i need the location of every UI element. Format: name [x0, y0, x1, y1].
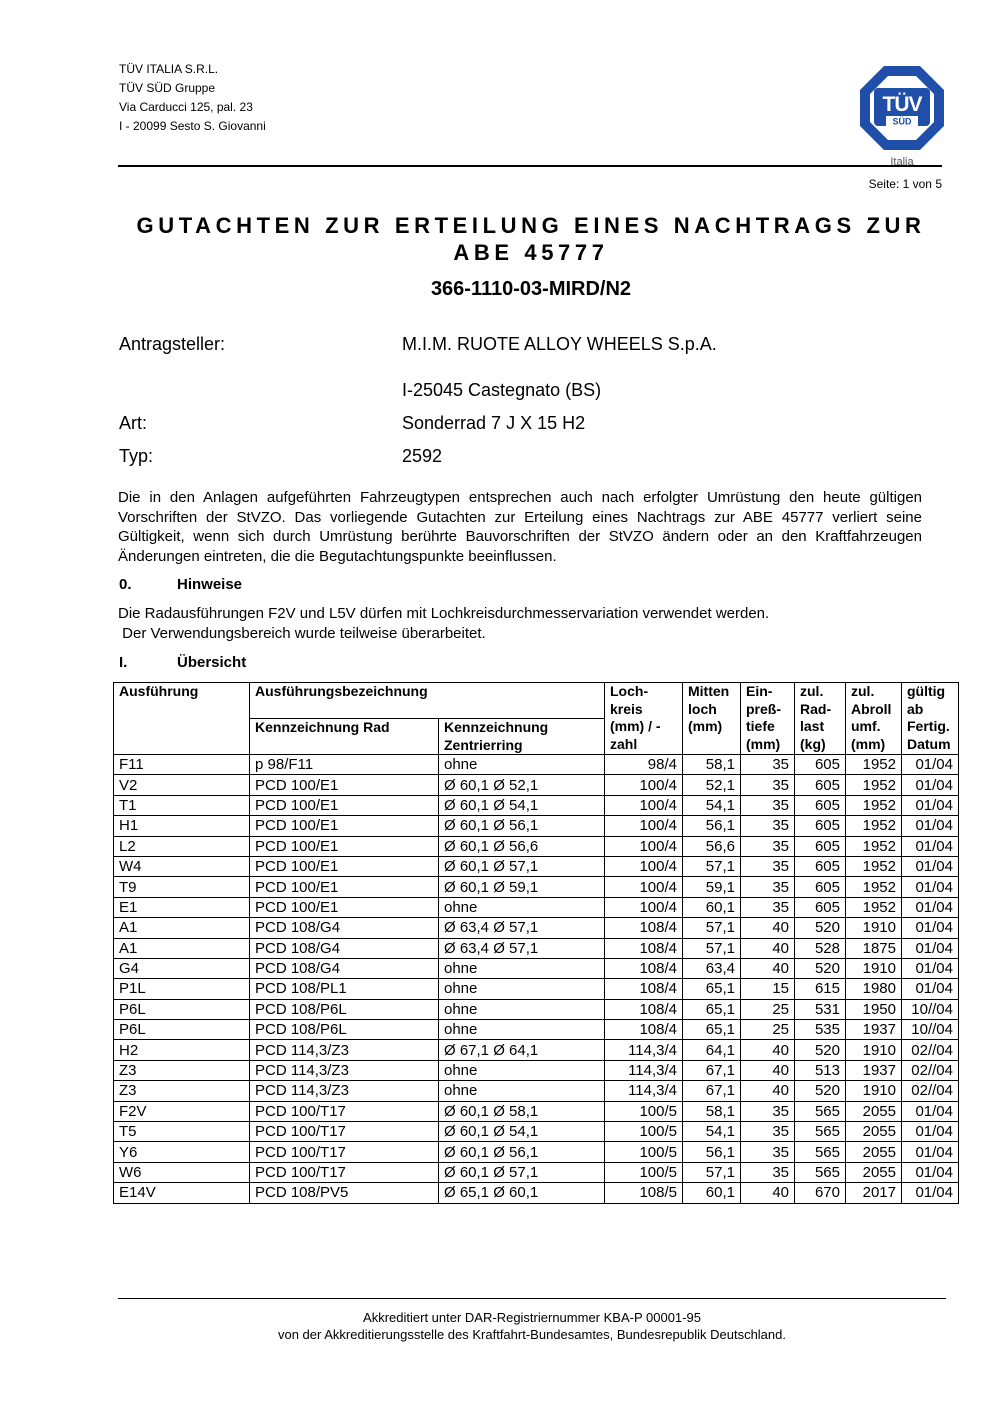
cell-ausfuehrung: T9 — [114, 877, 250, 897]
cell-lochkreis: 114,3/4 — [605, 1040, 683, 1060]
cell-radlast: 605 — [795, 775, 846, 795]
cell-gueltig: 02//04 — [902, 1040, 959, 1060]
table-row — [114, 958, 959, 978]
cell-mittenloch: 54,1 — [683, 795, 741, 815]
table-row — [114, 1020, 959, 1040]
cell-einpresstiefe: 35 — [741, 836, 795, 856]
cell-abrollumfang: 2055 — [846, 1162, 902, 1182]
cell-kennzeichnung-zentrierring: ohne — [439, 1020, 605, 1040]
footer-line-2: von der Akkreditierungsstelle des Kraftfahrt-Bundesamtes, Bundesrepublik Deutschland. — [277, 1327, 786, 1342]
table-row — [114, 856, 959, 876]
section-title: Hinweise — [177, 576, 243, 593]
cell-einpresstiefe: 35 — [741, 775, 795, 795]
address-line: TÜV SÜD Gruppe — [119, 81, 216, 95]
footer-divider — [118, 1298, 946, 1299]
cell-gueltig: 01/04 — [902, 1101, 959, 1121]
cell-kennzeichnung-zentrierring: Ø 60,1 Ø 52,1 — [439, 775, 605, 795]
cell-gueltig: 01/04 — [902, 1183, 959, 1203]
cell-gueltig: 01/04 — [902, 856, 959, 876]
cell-lochkreis: 98/4 — [605, 755, 683, 775]
cell-abrollumfang: 1952 — [846, 836, 902, 856]
footer-line-1: Akkreditiert unter DAR-Registriernummer KBA-P 00001-95 — [363, 1310, 701, 1325]
cell-radlast: 528 — [795, 938, 846, 958]
cell-gueltig: 01/04 — [902, 795, 959, 815]
cell-gueltig: 01/04 — [902, 877, 959, 897]
cell-lochkreis: 100/5 — [605, 1162, 683, 1182]
cell-gueltig: 01/04 — [902, 958, 959, 978]
cell-kennzeichnung-zentrierring: Ø 60,1 Ø 57,1 — [439, 856, 605, 876]
cell-ausfuehrung: H1 — [114, 816, 250, 836]
cell-mittenloch: 57,1 — [683, 918, 741, 938]
cell-abrollumfang: 1910 — [846, 1040, 902, 1060]
applicant-value: M.I.M. RUOTE ALLOY WHEELS S.p.A. — [402, 334, 717, 354]
cell-abrollumfang: 2055 — [846, 1142, 902, 1162]
section-number: 0. — [119, 576, 132, 593]
table-row — [114, 979, 959, 999]
cell-einpresstiefe: 35 — [741, 897, 795, 917]
cell-mittenloch: 64,1 — [683, 1040, 741, 1060]
table-row — [114, 1081, 959, 1101]
header-kennzeichnung-zentrierring: Kennzeichnung Zentrierring — [439, 719, 605, 755]
cell-radlast: 605 — [795, 836, 846, 856]
header-divider — [118, 165, 942, 167]
cell-radlast: 605 — [795, 877, 846, 897]
cell-ausfuehrung: T5 — [114, 1122, 250, 1142]
cell-ausfuehrung: T1 — [114, 795, 250, 815]
cell-ausfuehrung: Y6 — [114, 1142, 250, 1162]
cell-radlast: 520 — [795, 1040, 846, 1060]
cell-gueltig: 01/04 — [902, 1162, 959, 1182]
table-row — [114, 755, 959, 775]
overview-table — [113, 682, 959, 1204]
cell-mittenloch: 56,6 — [683, 836, 741, 856]
cell-kennzeichnung-rad: PCD 100/T17 — [250, 1122, 439, 1142]
cell-kennzeichnung-rad: PCD 108/G4 — [250, 958, 439, 978]
cell-einpresstiefe: 40 — [741, 1081, 795, 1101]
logo-caption: Italia — [890, 156, 914, 168]
cell-ausfuehrung: E1 — [114, 897, 250, 917]
cell-radlast: 605 — [795, 897, 846, 917]
header-bezeichnung: Ausführungsbezeichnung — [250, 683, 605, 719]
cell-abrollumfang: 1910 — [846, 1081, 902, 1101]
cell-lochkreis: 114,3/4 — [605, 1081, 683, 1101]
cell-ausfuehrung: F2V — [114, 1101, 250, 1121]
cell-radlast: 520 — [795, 918, 846, 938]
cell-ausfuehrung: V2 — [114, 775, 250, 795]
address-line: TÜV ITALIA S.R.L. — [119, 62, 219, 76]
cell-mittenloch: 52,1 — [683, 775, 741, 795]
table-row — [114, 1122, 959, 1142]
section-0-text — [118, 604, 922, 643]
cell-ausfuehrung: Z3 — [114, 1081, 250, 1101]
cell-radlast: 513 — [795, 1060, 846, 1080]
cell-kennzeichnung-zentrierring: ohne — [439, 958, 605, 978]
cell-ausfuehrung: P6L — [114, 1020, 250, 1040]
cell-kennzeichnung-rad: PCD 100/E1 — [250, 816, 439, 836]
cell-mittenloch: 57,1 — [683, 856, 741, 876]
cell-kennzeichnung-rad: PCD 108/P6L — [250, 999, 439, 1019]
cell-lochkreis: 108/5 — [605, 1183, 683, 1203]
section-0-line-1: Die Radausführungen F2V und L5V dürfen mit Lochkreisdurchmesservariation verwendet werden. — [118, 605, 770, 622]
cell-lochkreis: 108/4 — [605, 938, 683, 958]
cell-radlast: 520 — [795, 1081, 846, 1101]
cell-mittenloch: 58,1 — [683, 1101, 741, 1121]
footer — [118, 1309, 946, 1343]
header-einpresstiefe: Ein-preß-tiefe (mm) — [741, 683, 795, 755]
header-radlast: zul. Rad-last (kg) — [795, 683, 846, 755]
cell-einpresstiefe: 35 — [741, 1122, 795, 1142]
cell-radlast: 565 — [795, 1142, 846, 1162]
table-row — [114, 918, 959, 938]
cell-kennzeichnung-rad: PCD 108/P6L — [250, 1020, 439, 1040]
cell-radlast: 605 — [795, 856, 846, 876]
cell-lochkreis: 108/4 — [605, 999, 683, 1019]
table-row — [114, 999, 959, 1019]
address-line: Via Carducci 125, pal. 23 — [119, 100, 253, 114]
header-kennzeichnung-rad: Kennzeichnung Rad — [250, 719, 439, 755]
table-row — [114, 1040, 959, 1060]
cell-abrollumfang: 1910 — [846, 958, 902, 978]
applicant-label: Antragsteller: — [119, 334, 226, 354]
cell-kennzeichnung-rad: PCD 108/G4 — [250, 918, 439, 938]
applicant-address: I-25045 Castegnato (BS) — [402, 380, 602, 400]
section-title: Übersicht — [177, 654, 247, 671]
cell-kennzeichnung-rad: PCD 100/E1 — [250, 877, 439, 897]
cell-ausfuehrung: P1L — [114, 979, 250, 999]
cell-kennzeichnung-zentrierring: Ø 63,4 Ø 57,1 — [439, 938, 605, 958]
cell-ausfuehrung: E14V — [114, 1183, 250, 1203]
art-label: Art: — [119, 413, 148, 433]
title-line-2: ABE 45777 — [453, 240, 609, 265]
cell-kennzeichnung-rad: p 98/F11 — [250, 755, 439, 775]
section-0-line-2: Der Verwendungsbereich wurde teilweise überarbeitet. — [118, 624, 486, 642]
cell-abrollumfang: 1952 — [846, 877, 902, 897]
cell-abrollumfang: 1952 — [846, 795, 902, 815]
cell-kennzeichnung-zentrierring: Ø 60,1 Ø 56,6 — [439, 836, 605, 856]
table-row — [114, 816, 959, 836]
cell-gueltig: 01/04 — [902, 816, 959, 836]
table-row — [114, 1162, 959, 1182]
cell-einpresstiefe: 35 — [741, 856, 795, 876]
cell-abrollumfang: 1937 — [846, 1020, 902, 1040]
cell-mittenloch: 67,1 — [683, 1060, 741, 1080]
cell-lochkreis: 100/4 — [605, 795, 683, 815]
cell-kennzeichnung-zentrierring: Ø 60,1 Ø 57,1 — [439, 1162, 605, 1182]
title-line-1: GUTACHTEN ZUR ERTEILUNG EINES NACHTRAGS ZUR — [136, 213, 926, 238]
cell-abrollumfang: 2055 — [846, 1122, 902, 1142]
cell-mittenloch: 65,1 — [683, 999, 741, 1019]
cell-kennzeichnung-rad: PCD 100/E1 — [250, 856, 439, 876]
cell-abrollumfang: 2017 — [846, 1183, 902, 1203]
cell-ausfuehrung: A1 — [114, 918, 250, 938]
table-row — [114, 938, 959, 958]
cell-lochkreis: 100/4 — [605, 897, 683, 917]
table-row — [114, 1142, 959, 1162]
cell-kennzeichnung-zentrierring: ohne — [439, 897, 605, 917]
document-number: 366-1110-03-MIRD/N2 — [430, 278, 632, 300]
cell-abrollumfang: 1950 — [846, 999, 902, 1019]
cell-mittenloch: 56,1 — [683, 1142, 741, 1162]
cell-lochkreis: 100/4 — [605, 877, 683, 897]
cell-mittenloch: 58,1 — [683, 755, 741, 775]
cell-lochkreis: 100/4 — [605, 836, 683, 856]
cell-gueltig: 01/04 — [902, 1122, 959, 1142]
cell-kennzeichnung-zentrierring: Ø 60,1 Ø 54,1 — [439, 1122, 605, 1142]
table-row — [114, 897, 959, 917]
table-row — [114, 795, 959, 815]
cell-abrollumfang: 1875 — [846, 938, 902, 958]
cell-kennzeichnung-zentrierring: Ø 63,4 Ø 57,1 — [439, 918, 605, 938]
cell-kennzeichnung-zentrierring: ohne — [439, 979, 605, 999]
section-0-heading — [119, 576, 242, 593]
cell-kennzeichnung-zentrierring: Ø 60,1 Ø 56,1 — [439, 1142, 605, 1162]
cell-radlast: 531 — [795, 999, 846, 1019]
cell-gueltig: 10//04 — [902, 999, 959, 1019]
table-row — [114, 1101, 959, 1121]
cell-ausfuehrung: P6L — [114, 999, 250, 1019]
table-row — [114, 1060, 959, 1080]
cell-gueltig: 01/04 — [902, 775, 959, 795]
table-body — [114, 755, 959, 1204]
company-address — [119, 60, 266, 136]
cell-kennzeichnung-rad: PCD 100/E1 — [250, 897, 439, 917]
cell-kennzeichnung-zentrierring: Ø 60,1 Ø 58,1 — [439, 1101, 605, 1121]
cell-mittenloch: 63,4 — [683, 958, 741, 978]
typ-value: 2592 — [402, 446, 443, 466]
cell-ausfuehrung: W6 — [114, 1162, 250, 1182]
cell-abrollumfang: 1952 — [846, 755, 902, 775]
cell-kennzeichnung-rad: PCD 100/T17 — [250, 1101, 439, 1121]
cell-ausfuehrung: W4 — [114, 856, 250, 876]
cell-kennzeichnung-zentrierring: ohne — [439, 1081, 605, 1101]
header-mittenloch: Mitten loch (mm) — [683, 683, 741, 755]
cell-radlast: 605 — [795, 816, 846, 836]
cell-abrollumfang: 1952 — [846, 816, 902, 836]
cell-kennzeichnung-rad: PCD 100/T17 — [250, 1142, 439, 1162]
cell-abrollumfang: 1910 — [846, 918, 902, 938]
cell-einpresstiefe: 40 — [741, 1060, 795, 1080]
cell-lochkreis: 108/4 — [605, 979, 683, 999]
cell-gueltig: 01/04 — [902, 897, 959, 917]
cell-gueltig: 01/04 — [902, 918, 959, 938]
art-value: Sonderrad 7 J X 15 H2 — [402, 413, 586, 433]
cell-ausfuehrung: H2 — [114, 1040, 250, 1060]
cell-mittenloch: 57,1 — [683, 938, 741, 958]
cell-einpresstiefe: 40 — [741, 918, 795, 938]
cell-kennzeichnung-zentrierring: ohne — [439, 755, 605, 775]
cell-kennzeichnung-zentrierring: Ø 60,1 Ø 56,1 — [439, 816, 605, 836]
cell-kennzeichnung-zentrierring: ohne — [439, 999, 605, 1019]
cell-mittenloch: 56,1 — [683, 816, 741, 836]
cell-gueltig: 02//04 — [902, 1081, 959, 1101]
cell-lochkreis: 100/5 — [605, 1122, 683, 1142]
cell-gueltig: 01/04 — [902, 755, 959, 775]
cell-kennzeichnung-rad: PCD 100/T17 — [250, 1162, 439, 1182]
cell-einpresstiefe: 40 — [741, 1040, 795, 1060]
cell-lochkreis: 100/4 — [605, 775, 683, 795]
cell-gueltig: 01/04 — [902, 1142, 959, 1162]
cell-radlast: 605 — [795, 755, 846, 775]
cell-einpresstiefe: 35 — [741, 795, 795, 815]
cell-lochkreis: 100/5 — [605, 1142, 683, 1162]
cell-abrollumfang: 1952 — [846, 775, 902, 795]
cell-abrollumfang: 1980 — [846, 979, 902, 999]
section-number: I. — [119, 654, 128, 671]
page-indicator: Seite: 1 von 5 — [868, 177, 942, 191]
cell-lochkreis: 114,3/4 — [605, 1060, 683, 1080]
cell-kennzeichnung-rad: PCD 100/E1 — [250, 775, 439, 795]
table-row — [114, 836, 959, 856]
cell-abrollumfang: 2055 — [846, 1101, 902, 1121]
cell-einpresstiefe: 15 — [741, 979, 795, 999]
cell-lochkreis: 108/4 — [605, 918, 683, 938]
header-lochkreis: Loch-kreis (mm) / -zahl — [605, 683, 683, 755]
cell-lochkreis: 100/5 — [605, 1101, 683, 1121]
cell-radlast: 535 — [795, 1020, 846, 1040]
cell-radlast: 520 — [795, 958, 846, 978]
cell-einpresstiefe: 35 — [741, 755, 795, 775]
table-row — [114, 1183, 959, 1203]
table-row — [114, 775, 959, 795]
section-1-heading — [119, 654, 246, 671]
cell-gueltig: 02//04 — [902, 1060, 959, 1080]
cell-mittenloch: 59,1 — [683, 877, 741, 897]
address-line: I - 20099 Sesto S. Giovanni — [119, 119, 266, 133]
cell-mittenloch: 57,1 — [683, 1162, 741, 1182]
cell-einpresstiefe: 35 — [741, 1162, 795, 1182]
cell-ausfuehrung: Z3 — [114, 1060, 250, 1080]
cell-einpresstiefe: 40 — [741, 1183, 795, 1203]
tuv-logo — [858, 64, 946, 168]
cell-mittenloch: 60,1 — [683, 1183, 741, 1203]
cell-radlast: 605 — [795, 795, 846, 815]
cell-abrollumfang: 1937 — [846, 1060, 902, 1080]
cell-kennzeichnung-zentrierring: ohne — [439, 1060, 605, 1080]
cell-lochkreis: 100/4 — [605, 856, 683, 876]
cell-ausfuehrung: F11 — [114, 755, 250, 775]
cell-lochkreis: 100/4 — [605, 816, 683, 836]
cell-ausfuehrung: L2 — [114, 836, 250, 856]
cell-kennzeichnung-rad: PCD 108/G4 — [250, 938, 439, 958]
cell-mittenloch: 54,1 — [683, 1122, 741, 1142]
cell-einpresstiefe: 35 — [741, 877, 795, 897]
cell-einpresstiefe: 40 — [741, 958, 795, 978]
cell-abrollumfang: 1952 — [846, 856, 902, 876]
logo-text-bottom: SÜD — [892, 116, 912, 127]
cell-kennzeichnung-rad: PCD 114,3/Z3 — [250, 1081, 439, 1101]
document-title — [118, 212, 944, 266]
cell-mittenloch: 60,1 — [683, 897, 741, 917]
cell-gueltig: 10//04 — [902, 1020, 959, 1040]
cell-kennzeichnung-rad: PCD 114,3/Z3 — [250, 1060, 439, 1080]
logo-text-top: TÜV — [882, 93, 922, 116]
cell-einpresstiefe: 25 — [741, 999, 795, 1019]
cell-lochkreis: 108/4 — [605, 958, 683, 978]
cell-kennzeichnung-rad: PCD 100/E1 — [250, 795, 439, 815]
cell-kennzeichnung-zentrierring: Ø 67,1 Ø 64,1 — [439, 1040, 605, 1060]
cell-radlast: 565 — [795, 1162, 846, 1182]
cell-mittenloch: 65,1 — [683, 1020, 741, 1040]
cell-kennzeichnung-rad: PCD 100/E1 — [250, 836, 439, 856]
cell-ausfuehrung: A1 — [114, 938, 250, 958]
cell-gueltig: 01/04 — [902, 938, 959, 958]
cell-einpresstiefe: 35 — [741, 816, 795, 836]
intro-paragraph: Die in den Anlagen aufgeführten Fahrzeugtypen entsprechen auch nach erfolgter Umrüstung den heute gültigen Vorschriften der StVZO. Das vorliegende Gutachten zur Erteilung eines Nachtrags zur ABE 45777 verliert seine Gültigkeit, wenn sich durch Umrüstung berührte Bauvorschriften der StVZO ändern oder an den Kraftfahrzeugen Änderungen eintreten, die die Begutachtungspunkte beeinflussen. — [118, 489, 922, 565]
cell-mittenloch: 65,1 — [683, 979, 741, 999]
typ-label: Typ: — [119, 446, 154, 466]
cell-kennzeichnung-rad: PCD 108/PL1 — [250, 979, 439, 999]
cell-gueltig: 01/04 — [902, 836, 959, 856]
header-gueltig: gültig ab Fertig. Datum — [902, 683, 959, 755]
cell-radlast: 565 — [795, 1122, 846, 1142]
cell-radlast: 615 — [795, 979, 846, 999]
cell-abrollumfang: 1952 — [846, 897, 902, 917]
cell-einpresstiefe: 40 — [741, 938, 795, 958]
cell-kennzeichnung-zentrierring: Ø 65,1 Ø 60,1 — [439, 1183, 605, 1203]
cell-einpresstiefe: 25 — [741, 1020, 795, 1040]
cell-ausfuehrung: G4 — [114, 958, 250, 978]
cell-radlast: 565 — [795, 1101, 846, 1121]
cell-einpresstiefe: 35 — [741, 1142, 795, 1162]
cell-kennzeichnung-zentrierring: Ø 60,1 Ø 54,1 — [439, 795, 605, 815]
cell-kennzeichnung-zentrierring: Ø 60,1 Ø 59,1 — [439, 877, 605, 897]
header-ausfuehrung: Ausführung — [114, 683, 250, 755]
cell-kennzeichnung-rad: PCD 114,3/Z3 — [250, 1040, 439, 1060]
cell-radlast: 670 — [795, 1183, 846, 1203]
table-row — [114, 877, 959, 897]
header-abrollumfang: zul. Abroll umf. (mm) — [846, 683, 902, 755]
cell-gueltig: 01/04 — [902, 979, 959, 999]
cell-kennzeichnung-rad: PCD 108/PV5 — [250, 1183, 439, 1203]
cell-mittenloch: 67,1 — [683, 1081, 741, 1101]
cell-einpresstiefe: 35 — [741, 1101, 795, 1121]
cell-lochkreis: 108/4 — [605, 1020, 683, 1040]
